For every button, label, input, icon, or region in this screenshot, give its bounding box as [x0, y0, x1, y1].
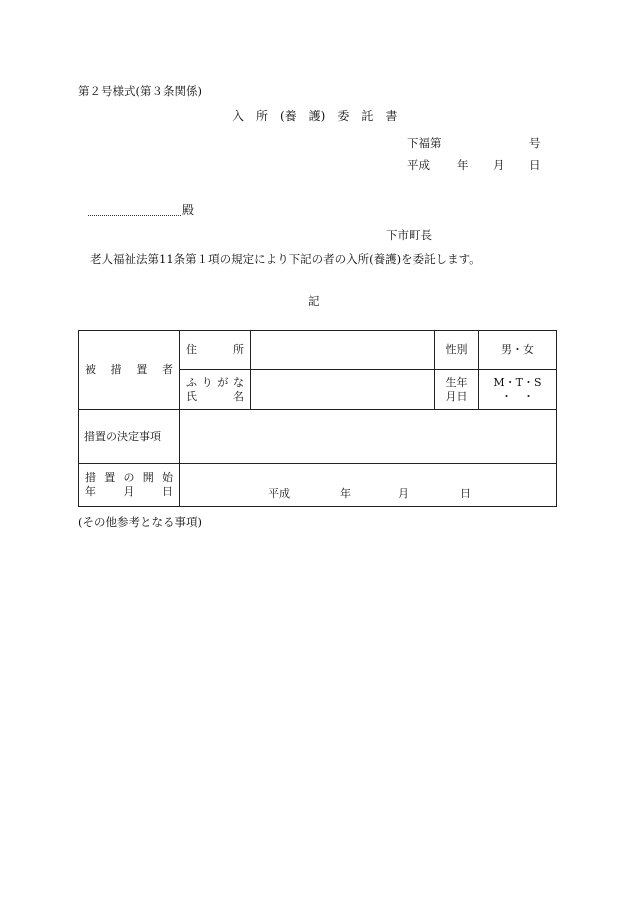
body-text: 老人福祉法第11条第１項の規定により下記の者の入所(養護)を委託します。: [90, 252, 481, 266]
subject-info-table: [78, 330, 557, 507]
issuer-name: 下市町長: [386, 228, 432, 242]
address-label: 住 所: [186, 343, 244, 357]
furigana-label: ふりがな: [186, 375, 244, 389]
birth-dots: ・ ・: [501, 389, 534, 403]
decision-label: 措置の決定事項: [84, 429, 161, 443]
other-notes-label: (その他参考となる事項): [78, 515, 202, 529]
birth-label-cell: [435, 370, 479, 410]
address-field[interactable]: [251, 331, 435, 370]
doc-number-prefix: 下福第: [407, 136, 442, 150]
decision-field[interactable]: [180, 410, 557, 464]
name-field[interactable]: [251, 370, 435, 410]
addressee-leader-line: [88, 214, 181, 216]
start-date-day: 日: [460, 487, 471, 500]
addressee-honorific: 殿: [182, 203, 195, 217]
start-date-field[interactable]: [180, 464, 557, 507]
gender-label-cell: [435, 331, 479, 370]
address-label-cell: [180, 331, 251, 370]
subject-label-cell: [79, 331, 180, 410]
start-label-cell: [79, 464, 180, 507]
birth-label-line1: 生年: [445, 375, 468, 389]
birth-date-field[interactable]: [479, 370, 557, 410]
era-options: M・T・S: [493, 375, 542, 389]
issue-date-day: 日: [529, 158, 541, 172]
form-number: 第２号様式(第３条関係): [78, 84, 202, 98]
start-date-month: 月: [398, 487, 409, 500]
gender-label: 性別: [445, 343, 468, 357]
gender-options: 男・女: [501, 343, 534, 357]
issue-date-year: 年: [457, 158, 469, 172]
doc-number-suffix: 号: [529, 136, 541, 150]
document-title: 入 所 (養 護) 委 託 書: [232, 109, 398, 123]
start-date-era: 平成: [268, 487, 290, 500]
decision-label-cell: [79, 410, 180, 464]
start-label-line2: 年 月 日: [85, 485, 173, 498]
ki-heading: 記: [308, 294, 320, 308]
issue-date-era: 平成: [407, 158, 430, 172]
birth-label-line2: 月日: [445, 389, 468, 403]
start-date-year: 年: [340, 487, 351, 500]
name-label-cell: [180, 370, 251, 410]
subject-label: 被 措 置 者: [85, 363, 173, 377]
issue-date-month: 月: [493, 158, 505, 172]
gender-field[interactable]: [479, 331, 557, 370]
name-label: 氏 名: [186, 389, 244, 403]
start-label-line1: 措置の開始: [85, 471, 173, 485]
